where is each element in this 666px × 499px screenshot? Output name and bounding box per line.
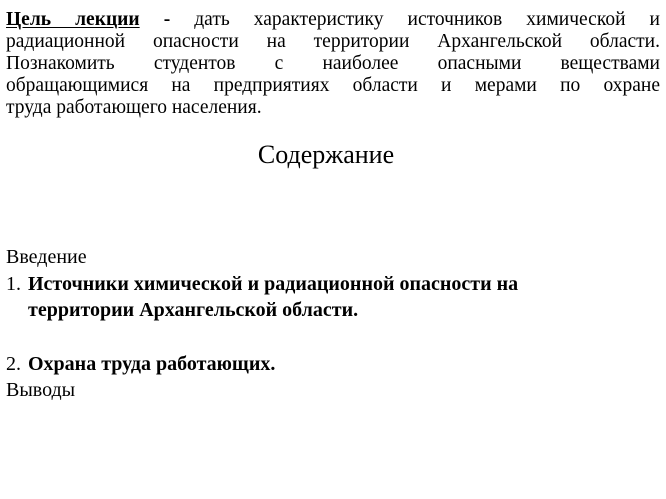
goal-line-4: обращающимися на предприятиях области и мерами по охране [6, 75, 660, 96]
goal-line-2: радиационной опасности на территории Архангельской области. [6, 31, 660, 52]
goal-label: Цель лекции [6, 9, 140, 30]
lecture-goal-paragraph [6, 9, 660, 119]
goal-line-5: труда работающего населения. [6, 97, 262, 118]
contents-conclusions: Выводы [6, 379, 76, 401]
contents-item-1-line-2: территории Архангельской области. [28, 299, 359, 321]
contents-item-2 [6, 351, 275, 377]
contents-intro: Введение [6, 246, 87, 268]
goal-line-1 [6, 9, 660, 31]
contents-item-2-line-1: Охрана труда работающих. [28, 353, 276, 375]
contents-heading: Содержание [257, 140, 395, 169]
goal-line-3: Познакомить студентов с наиболее опасными веществами [6, 53, 660, 74]
goal-line-1-text: дать характеристику источников химической и [194, 9, 660, 30]
contents-item-1 [6, 271, 518, 323]
contents-item-2-number: 2. [6, 353, 21, 375]
contents-item-1-number: 1. [6, 273, 21, 295]
goal-dash: - [163, 9, 171, 30]
contents-item-1-line-1: Источники химической и радиационной опасности на [28, 273, 519, 295]
